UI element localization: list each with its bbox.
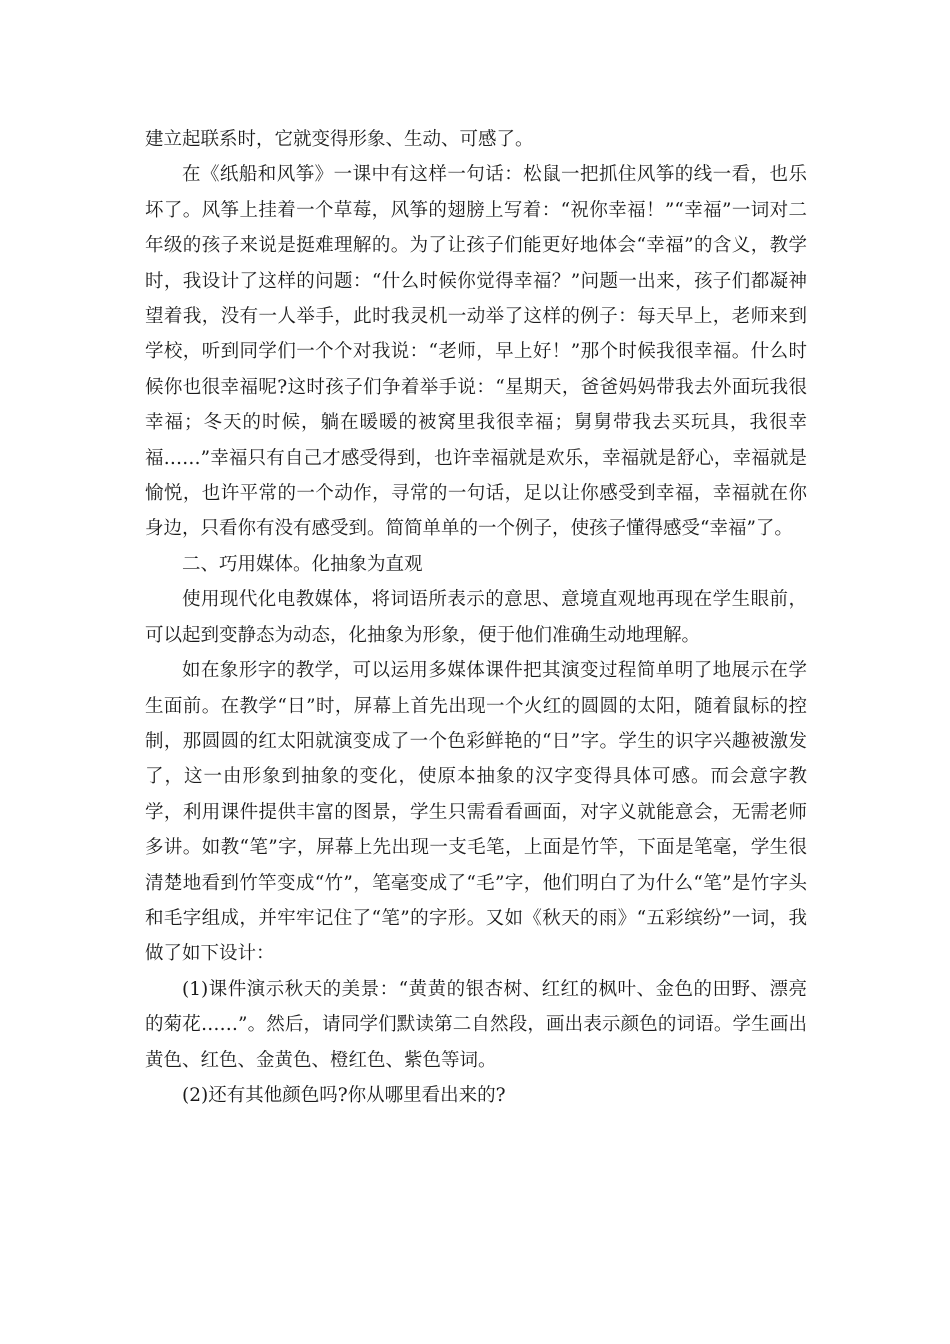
paragraph-happiness-example: 在《纸船和风筝》一课中有这样一句话：松鼠一把抓住风筝的线一看，也乐坏了。风筝上挂着一个草莓，风筝的翅膀上写着：“祝你幸福！”“幸福”一词对二年级的孩子来说是挺难理解的。为了让孩子们能更好地体会“幸福”的含义，教学时，我设计了这样的问题：“什么时候你觉得幸福？”问题一出来，孩子们都凝神望着我，没有一人举手，此时我灵机一动举了这样的例子：每天早上，老师来到学校，听到同学们一个个对我说：“老师，早上好！”那个时候我很幸福。什么时候你也很幸福呢?这时孩子们争着举手说：“星期天，爸爸妈妈带我去外面玩我很幸福；冬天的时候，躺在暖暖的被窝里我很幸福；舅舅带我去买玩具，我很幸福……”幸福只有自己才感受得到，也许幸福就是欢乐，幸福就是舒心，幸福就是愉悦，也许平常的一个动作，寻常的一句话，足以让你感受到幸福，幸福就在你身边，只看你有没有感受到。简简单单的一个例子，使孩子懂得感受“幸福”了。 [145, 164, 807, 540]
document-body [145, 122, 807, 1113]
paragraph-media-intro: 使用现代化电教媒体，将词语所表示的意思、意境直观地再现在学生眼前，可以起到变静态为动态，化抽象为形象，便于他们准确生动地理解。 [145, 589, 807, 646]
paragraph-pictograph-teaching: 如在象形字的教学，可以运用多媒体课件把其演变过程简单明了地展示在学生面前。在教学“日”时，屏幕上首先出现一个火红的圆圆的太阳，随着鼠标的控制，那圆圆的红太阳就演变成了一个色彩鲜艳的“日”字。学生的识字兴趣被激发了，这一由形象到抽象的变化，使原本抽象的汉字变得具体可感。而会意字教学，利用课件提供丰富的图景，学生只需看看画面，对字义就能意会，无需老师多讲。如教“笔”字，屏幕上先出现一支毛笔，上面是竹竿，下面是笔毫，学生很清楚地看到竹竿变成“竹”，笔毫变成了“毛”字，他们明白了为什么“笔”是竹字头和毛字组成，并牢牢记住了“笔”的字形。又如《秋天的雨》“五彩缤纷”一词，我做了如下设计： [145, 660, 807, 965]
section-heading-media: 二、巧用媒体。化抽象为直观 [182, 553, 423, 575]
paragraph-continuation: 建立起联系时，它就变得形象、生动、可感了。 [145, 129, 534, 150]
paragraph-step-2: (2)还有其他颜色吗?你从哪里看出来的? [182, 1084, 506, 1106]
paragraph-step-1: (1)课件演示秋天的美景：“黄黄的银杏树、红红的枫叶、金色的田野、漂亮的菊花……”。然后，请同学们默读第二自然段，画出表示颜色的词语。学生画出黄色、红色、金黄色、橙红色、紫色等词。 [145, 978, 807, 1071]
